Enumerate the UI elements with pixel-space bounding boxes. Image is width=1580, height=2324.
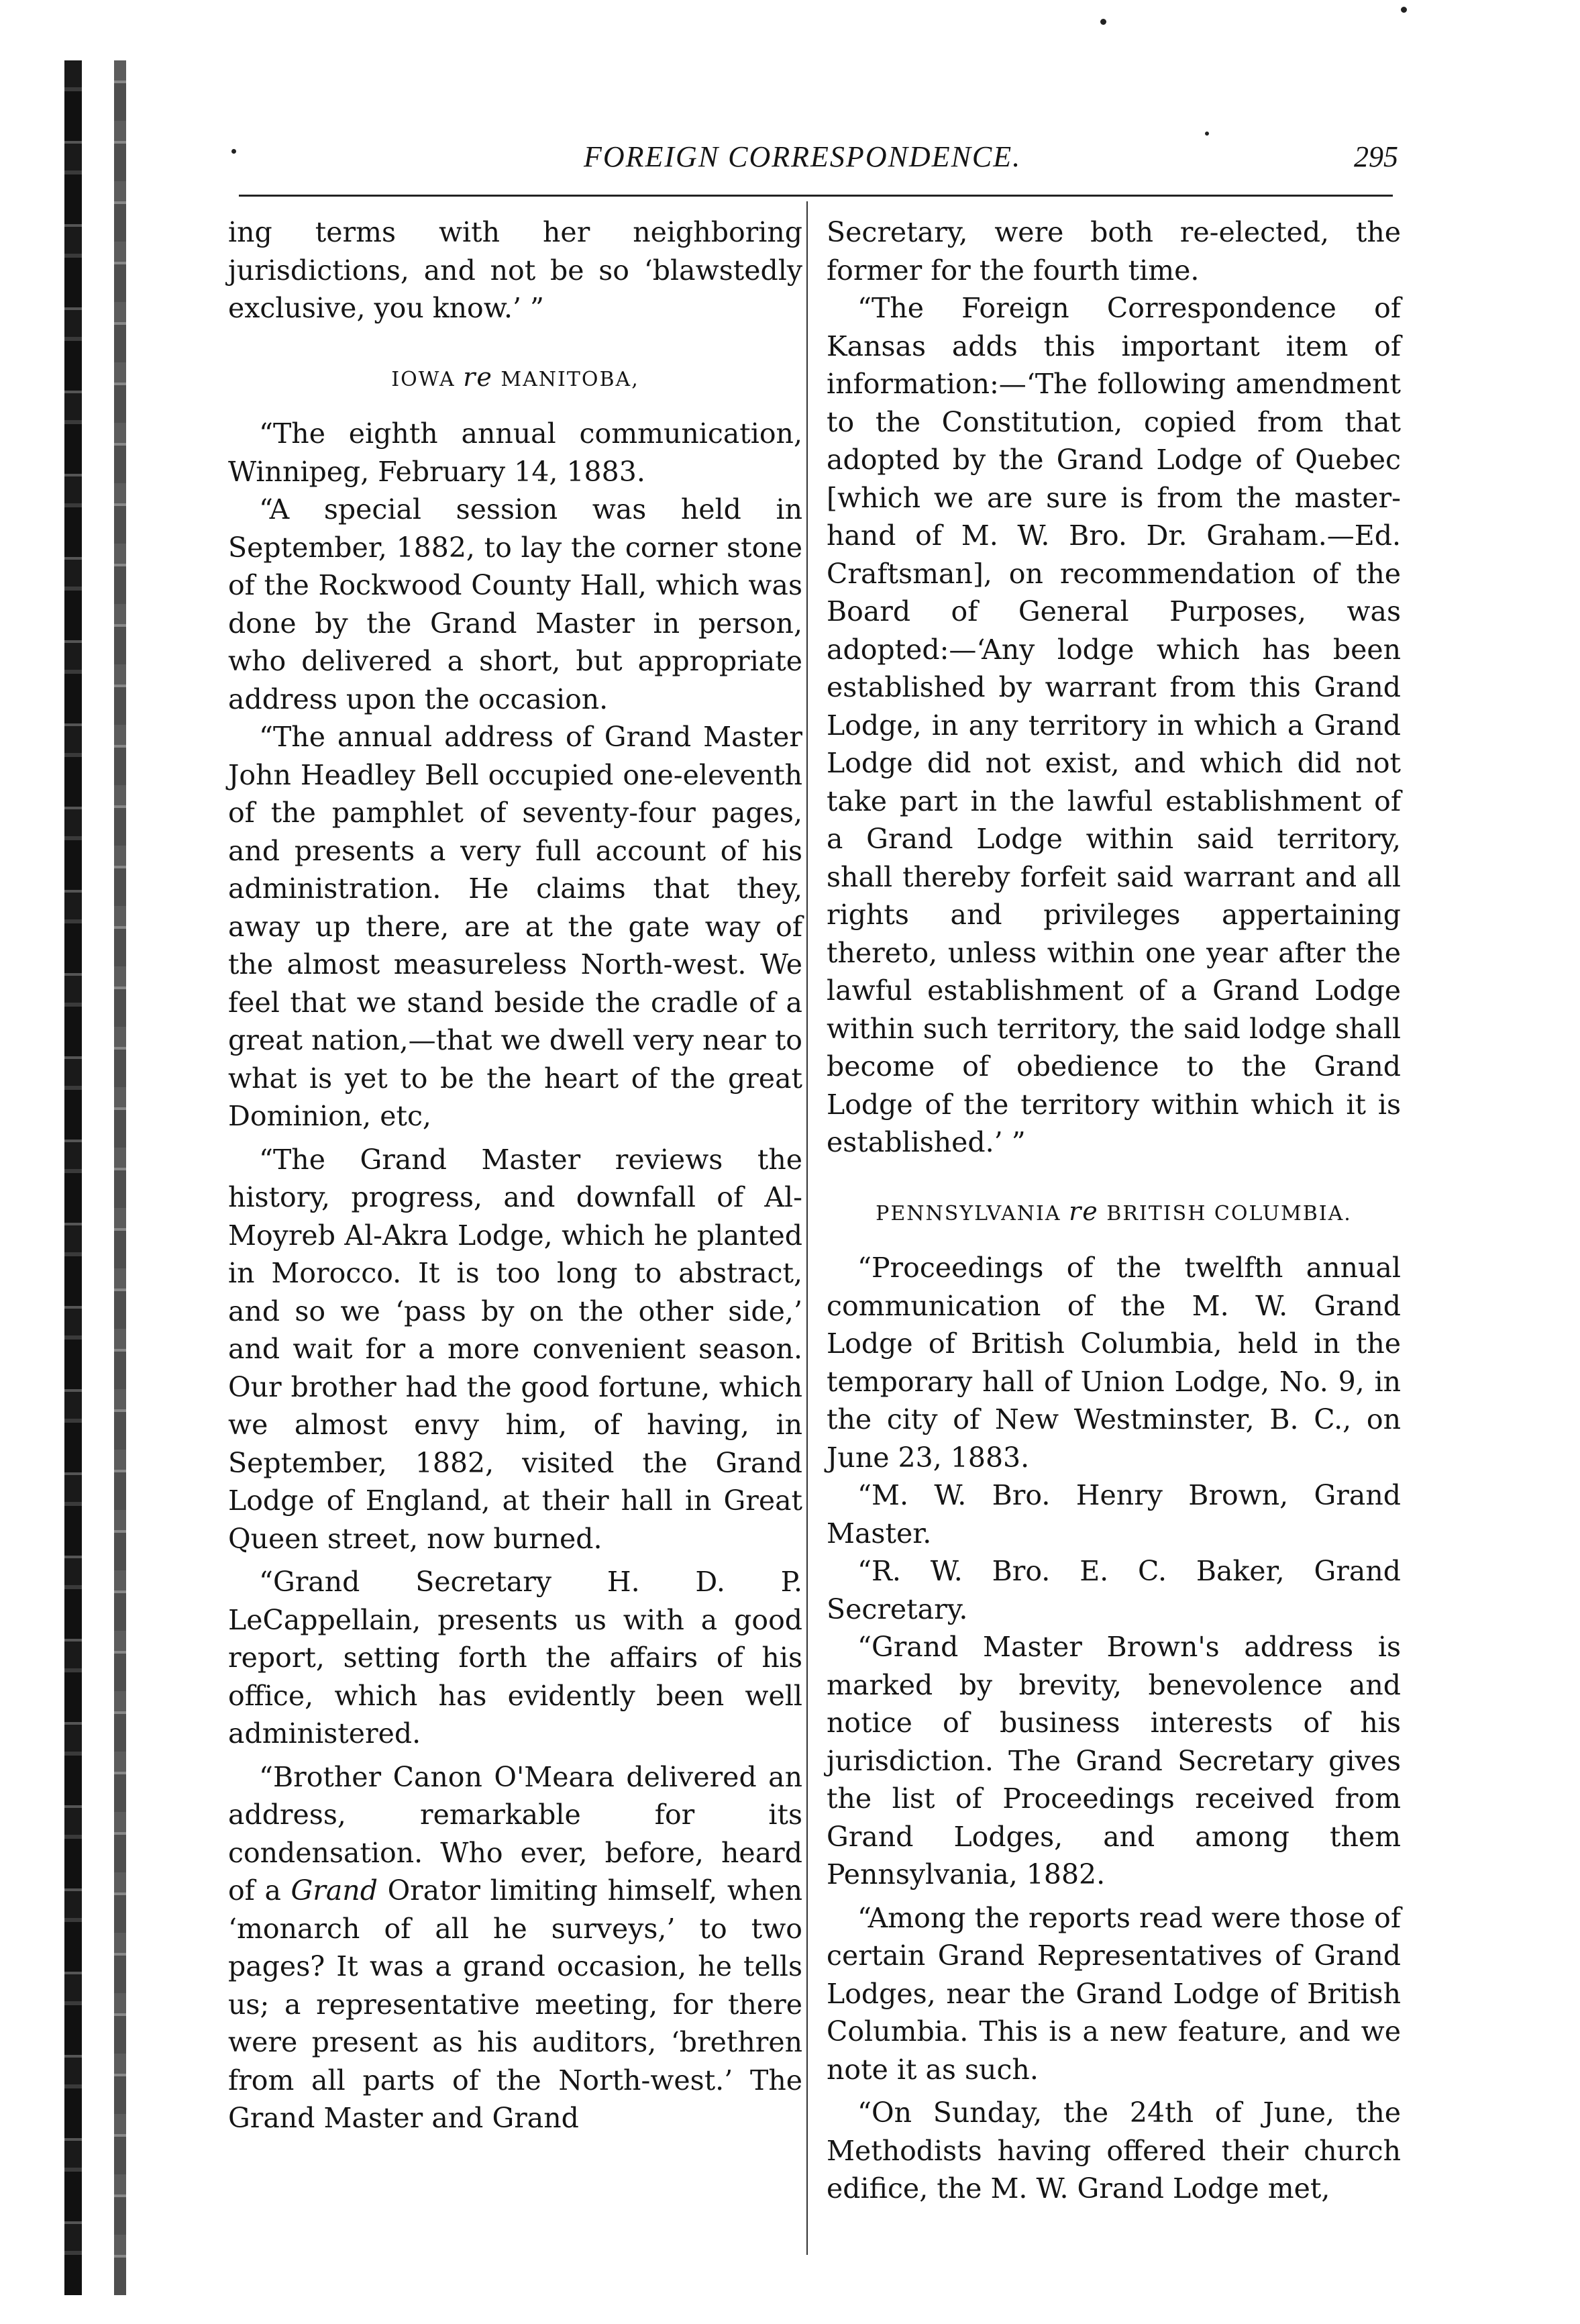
print-speck (1401, 7, 1407, 13)
paragraph: “Grand Master Brown's address is marked by brevity, benevolence and notice of business interests of his jurisdiction. The Grand Secretary gives the list of Proceedings received from Grand Lodges, and among them Pennsylvania, 1882. (827, 1631, 1401, 1890)
paragraph: “M. W. Bro. Henry Brown, Grand Master. (827, 1479, 1401, 1550)
section-heading (228, 358, 802, 399)
section-heading-re: re (1069, 1196, 1099, 1226)
paragraph: “The eighth annual communication, Winnipeg, February 14, 1883. (228, 417, 802, 488)
paragraph: “Proceedings of the twelfth annual communication of the M. W. Grand Lodge of British Columbia, held in the temporary hall of Union Lodge, No. 9, in the city of New Westminster, B. C., on June 23, 1883. (827, 1252, 1401, 1474)
paragraph: “On Sunday, the 24th of June, the Methodists having offered their church edifice, the M. W. Grand Lodge met, (827, 2096, 1401, 2205)
left-column (228, 213, 802, 2137)
page-binding-shadow (114, 60, 126, 2295)
print-speck (1100, 19, 1106, 25)
print-speck (1205, 132, 1209, 136)
section-heading-b: BRITISH COLUMBIA. (1106, 1201, 1352, 1225)
right-column (827, 213, 1401, 2208)
column-divider (806, 201, 808, 2255)
paragraph: “The annual address of Grand Master John Headley Bell occupied one-eleventh of the pamphlet of seventy-four pages, and presents a very full account of his administration. He claims that they, away up there, are at the gate way of the almost measureless North-west. We feel that we stand beside the cradle of a great nation,—that we dwell very near to what is yet to be the heart of the great Dominion, etc, (228, 721, 802, 1132)
page-number: 295 (1354, 140, 1398, 173)
paragraph (228, 1758, 802, 2137)
section-heading-a: IOWA (391, 367, 456, 391)
section-heading-re: re (463, 362, 493, 392)
paragraph: ing terms with her neighboring jurisdictions, and not be so ‘blawstedly exclusive, you know.’ ” (228, 216, 802, 324)
paragraph: “Among the reports read were those of certain Grand Representatives of Grand Lodges, near the Grand Lodge of British Columbia. This is a new feature, and we note it as such. (827, 1901, 1401, 2086)
section-heading-b: MANITOBA, (501, 367, 639, 391)
paragraph: “A special session was held in September, 1882, to lay the corner stone of the Rockwood County Hall, which was done by the Grand Master in person, who delivered a short, but appropriate address upon the occasion. (228, 493, 802, 715)
running-head: FOREIGN CORRESPONDENCE. (584, 140, 1022, 173)
paragraph: “R. W. Bro. E. C. Baker, Grand Secretary. (827, 1555, 1401, 1625)
section-heading-a: PENNSYLVANIA (876, 1201, 1061, 1225)
paragraph-text: “Brother Canon O'Meara delivered an address, remarkable for its condensation. Who ever, before, heard of a (228, 1760, 802, 1907)
paragraph: Secretary, were both re-elected, the former for the fourth time. (827, 216, 1401, 287)
paragraph: “Grand Secretary H. D. P. LeCappellain, presents us with a good report, setting forth the affairs of his office, which has evidently been well administered. (228, 1566, 802, 1750)
paragraph: “The Grand Master reviews the history, progress, and downfall of Al-Moyreb Al-Akra Lodge, which he planted in Morocco. It is too long to abstract, and so we ‘pass by on the other side,’ and wait for a more convenient season. Our brother had the good fortune, which we almost envy him, of having, in September, 1882, visited the Grand Lodge of England, at their hall in Great Queen street, now burned. (228, 1143, 802, 1555)
paragraph-text: Orator limiting himself, when ‘monarch of all he surveys,’ to two pages? It was a grand occasion, he tells us; a representative meeting, for there were present as his auditors, ‘brethren from all parts of the North-west.’ The Grand Master and Grand (228, 1874, 802, 2134)
page-header (228, 140, 1398, 180)
header-rule (239, 195, 1393, 197)
paragraph: “The Foreign Correspondence of Kansas adds this important item of information:—‘The following amendment to the Constitution, copied from that adopted by the Grand Lodge of Quebec [which we are sure is from the master-hand of M. W. Bro. Dr. Graham.—Ed. Craftsman], on recommendation of the Board of General Purposes, was adopted:—‘Any lodge which has been established by warrant from this Grand Lodge, in any territory in which a Grand Lodge did not exist, and which did not take part in the lawful establishment of a Grand Lodge within said territory, shall thereby forfeit said warrant and all rights and privileges appertaining thereto, unless within one year after the lawful establishment of a Grand Lodge within such territory, the said lodge shall become of obedience to the Grand Lodge of the territory within which it is established.’ ” (827, 292, 1401, 1158)
page-binding-edge (64, 60, 82, 2295)
section-heading (827, 1193, 1401, 1233)
italic-text: Grand (291, 1874, 378, 1907)
